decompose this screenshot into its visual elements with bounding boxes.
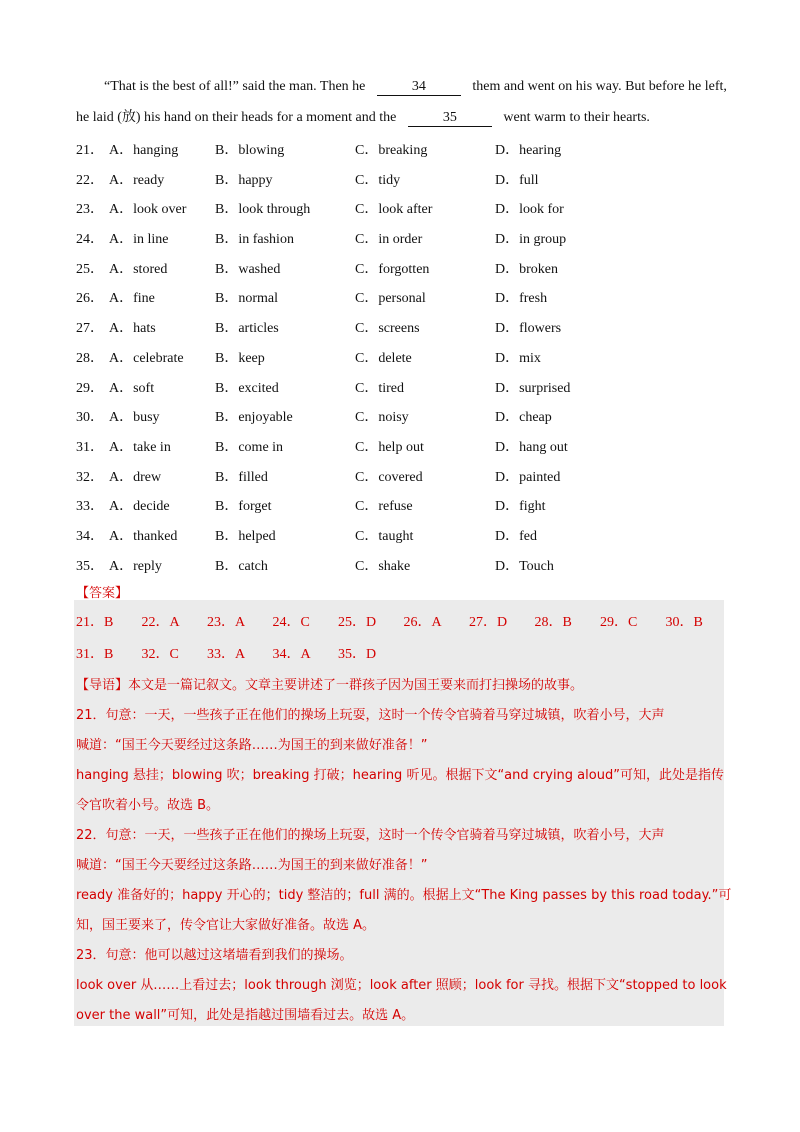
blank-number: 35: [442, 110, 457, 125]
option-b: B．keep: [215, 350, 265, 366]
option-row: [76, 436, 726, 466]
option-d: D．look for: [495, 202, 564, 218]
answer-item: 27．D: [469, 615, 508, 630]
option-c: C．noisy: [355, 410, 409, 426]
option-a: A．reply: [109, 558, 162, 574]
answer-item: 22．A: [141, 615, 180, 630]
option-b: B．forget: [215, 499, 272, 515]
question-number: 30．: [76, 410, 104, 426]
passage-text: he laid (放) his hand on their heads for a moment and the: [76, 110, 397, 125]
option-a: A．hanging: [109, 143, 179, 158]
answer-item: 34．A: [272, 647, 311, 662]
question-number: 28．: [76, 350, 104, 366]
option-d: D．broken: [495, 261, 558, 277]
answer-item: 31．B: [76, 647, 114, 662]
answer-item: 35．D: [338, 647, 377, 662]
option-b: B．filled: [215, 469, 268, 485]
passage-text: them and went on his way. But before he left,: [472, 79, 727, 94]
option-d: D．Touch: [495, 558, 554, 574]
question-number: 27．: [76, 321, 104, 337]
answer-item: 24．C: [272, 615, 310, 630]
option-row: [76, 495, 726, 525]
option-row: [76, 317, 726, 347]
option-row: [76, 555, 726, 585]
option-a: A．thanked: [109, 528, 178, 544]
q22-line: 知，国王要来了，传令官让大家做好准备。故选 A。: [76, 918, 376, 933]
passage-text: went warm to their hearts.: [503, 110, 650, 125]
option-c: C．refuse: [355, 499, 413, 515]
passage-line-2: [76, 108, 650, 128]
option-b: B．look through: [215, 202, 311, 218]
option-c: C．taught: [355, 528, 414, 544]
q23-line: 23．句意：他可以越过这堵墙看到我们的操场。: [76, 948, 353, 963]
option-a: A．busy: [109, 410, 160, 426]
option-a: A．in line: [109, 232, 169, 248]
answer-item: 25．D: [338, 615, 377, 630]
option-a: A．take in: [109, 439, 171, 455]
option-d: D．hang out: [495, 439, 568, 455]
option-row: [76, 347, 726, 377]
blank-34: [377, 79, 461, 96]
option-c: C．tired: [355, 380, 404, 396]
option-b: B．normal: [215, 291, 278, 307]
option-a: A．stored: [109, 261, 168, 277]
q21-line: hanging 悬挂；blowing 吹；breaking 打破；hearing 听见。根据下文“and crying aloud”可知，此处是指传: [76, 768, 724, 783]
question-number: 24．: [76, 232, 104, 248]
option-b: B．come in: [215, 439, 284, 455]
option-row: [76, 377, 726, 407]
question-number: 31．: [76, 439, 104, 455]
option-b: B．in fashion: [215, 232, 294, 248]
option-a: A．ready: [109, 172, 165, 188]
answer-label: 【答案】: [76, 586, 129, 601]
q23-line: look over 从……上看过去；look through 浏览；look after 照顾；look for 寻找。根据下文“stopped to look: [76, 978, 727, 993]
q22-line: 22．句意：一天，一些孩子正在他们的操场上玩耍，这时一个传令官骑着马穿过城镇，吹着小号，大声: [76, 828, 665, 843]
blank-number: 34: [411, 79, 426, 94]
option-row: [76, 406, 726, 436]
blank-35: [408, 110, 492, 127]
question-number: 22．: [76, 172, 104, 188]
option-d: D．cheap: [495, 410, 552, 426]
option-row: [76, 466, 726, 496]
question-number: 35．: [76, 558, 104, 574]
passage-text: “That is the best of all!” said the man. Then he: [104, 79, 366, 94]
q21-line: 令官吹着小号。故选 B。: [76, 798, 220, 813]
answer-item: 30．B: [665, 615, 703, 630]
question-number: 25．: [76, 261, 104, 277]
option-row: [76, 287, 726, 317]
option-b: B．articles: [215, 321, 279, 337]
option-d: D．hearing: [495, 143, 562, 158]
option-a: A．fine: [109, 291, 155, 307]
option-d: D．full: [495, 172, 539, 188]
option-b: B．catch: [215, 558, 268, 574]
question-number: 21．: [76, 143, 104, 158]
question-number: 33．: [76, 499, 104, 515]
q21-line: 喊道：“国王今天要经过这条路……为国王的到来做好准备！”: [76, 738, 428, 753]
option-d: D．flowers: [495, 321, 562, 337]
passage-line-1: [104, 77, 727, 97]
option-d: D．mix: [495, 350, 541, 366]
answer-item: 26．A: [403, 615, 442, 630]
option-a: A．hats: [109, 321, 156, 337]
option-a: A．soft: [109, 380, 155, 396]
option-d: D．painted: [495, 469, 561, 485]
question-number: 29．: [76, 380, 104, 396]
question-number: 23．: [76, 202, 104, 218]
option-row: [76, 525, 726, 555]
option-b: B．happy: [215, 172, 273, 188]
answer-item: 23．A: [207, 615, 246, 630]
option-row: [76, 228, 726, 258]
option-c: C．breaking: [355, 143, 428, 158]
option-b: B．washed: [215, 261, 281, 277]
options-list: [76, 139, 726, 584]
option-row: [76, 198, 726, 228]
answer-item: 21．B: [76, 615, 114, 630]
option-a: A．celebrate: [109, 350, 184, 366]
option-d: D．fresh: [495, 291, 548, 307]
option-row: [76, 169, 726, 199]
question-number: 26．: [76, 291, 104, 307]
option-c: C．shake: [355, 558, 411, 574]
option-b: B．enjoyable: [215, 410, 293, 426]
answer-item: 28．B: [534, 615, 572, 630]
option-c: C．personal: [355, 291, 426, 307]
option-d: D．fed: [495, 528, 537, 544]
option-b: B．blowing: [215, 143, 285, 158]
option-a: A．decide: [109, 499, 170, 515]
option-b: B．helped: [215, 528, 276, 544]
option-b: B．excited: [215, 380, 279, 396]
option-c: C．tidy: [355, 172, 401, 188]
q21-line: 21．句意：一天，一些孩子正在他们的操场上玩耍，这时一个传令官骑着马穿过城镇，吹着小号，大声: [76, 708, 665, 723]
question-number: 34．: [76, 528, 104, 544]
q23-line: over the wall”可知，此处是指越过围墙看过去。故选 A。: [76, 1008, 415, 1023]
option-c: C．delete: [355, 350, 412, 366]
guide-text: 【导语】本文是一篇记叙文。文章主要讲述了一群孩子因为国王要来而打扫操场的故事。: [76, 678, 584, 693]
answer-item: 33．A: [207, 647, 246, 662]
option-d: D．surprised: [495, 380, 571, 396]
option-d: D．fight: [495, 499, 546, 515]
option-a: A．drew: [109, 469, 162, 485]
option-row: [76, 139, 726, 169]
q22-line: ready 准备好的；happy 开心的；tidy 整洁的；full 满的。根据上文“The King passes by this road today.”可: [76, 888, 732, 903]
option-c: C．screens: [355, 321, 420, 337]
option-row: [76, 258, 726, 288]
option-a: A．look over: [109, 202, 187, 218]
question-number: 32．: [76, 469, 104, 485]
option-c: C．look after: [355, 202, 433, 218]
option-c: C．help out: [355, 439, 424, 455]
option-d: D．in group: [495, 232, 567, 248]
option-c: C．in order: [355, 232, 423, 248]
answer-item: 29．C: [600, 615, 638, 630]
option-c: C．forgotten: [355, 261, 430, 277]
q22-line: 喊道：“国王今天要经过这条路……为国王的到来做好准备！”: [76, 858, 428, 873]
answer-item: 32．C: [141, 647, 179, 662]
option-c: C．covered: [355, 469, 423, 485]
